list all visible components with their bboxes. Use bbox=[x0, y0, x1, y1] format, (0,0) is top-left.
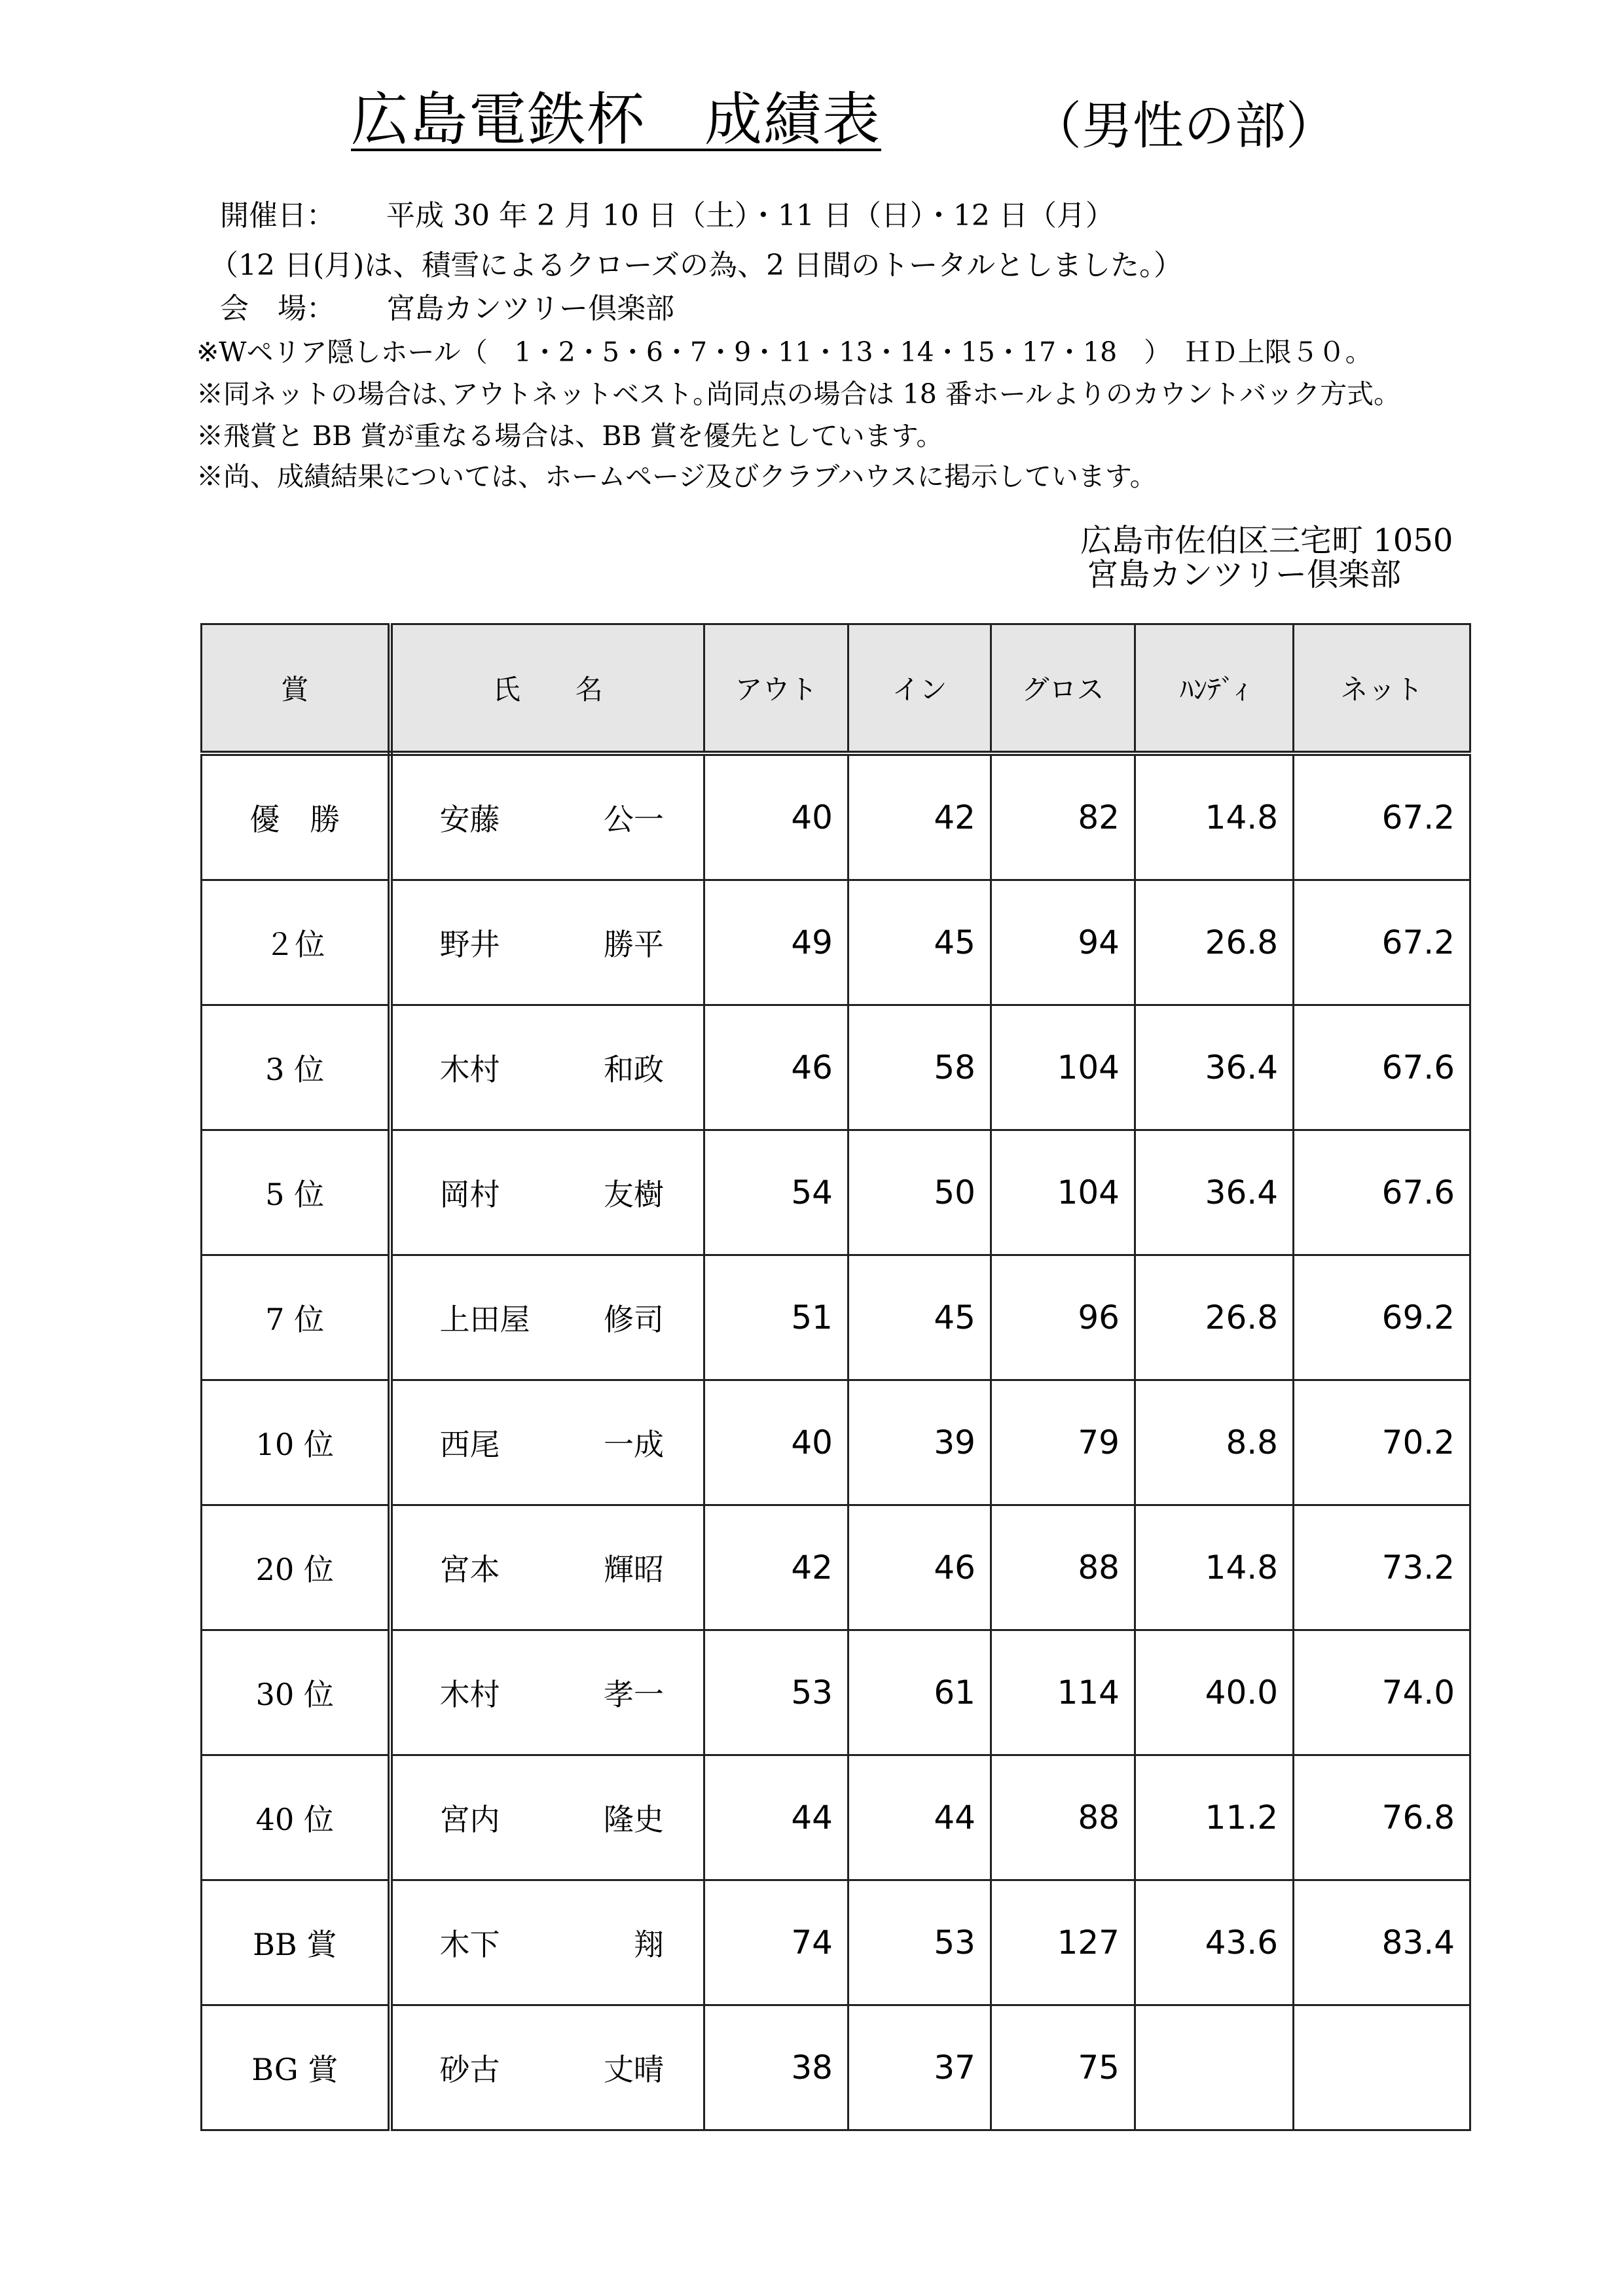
gross-score-cell: 79 bbox=[991, 1380, 1135, 1505]
address-line-1: 広島市佐伯区三宅町 1050 bbox=[1080, 522, 1453, 559]
handicap-cell: 43.6 bbox=[1135, 1880, 1294, 2005]
given-name: 孝一 bbox=[604, 1677, 664, 1712]
gross-score-cell: 96 bbox=[991, 1255, 1135, 1380]
in-score-cell: 53 bbox=[848, 1880, 991, 2005]
surname: 岡村 bbox=[439, 1177, 500, 1212]
name-cell bbox=[390, 2005, 704, 2130]
surname: 西尾 bbox=[439, 1427, 500, 1462]
handicap-cell: 36.4 bbox=[1135, 1130, 1294, 1255]
out-score-cell: 42 bbox=[704, 1505, 848, 1630]
table-row bbox=[202, 1255, 1470, 1380]
page-subtitle: （男性の部） bbox=[1030, 97, 1338, 156]
prize-cell: BB 賞 bbox=[202, 1880, 390, 2005]
prize-cell: BG 賞 bbox=[202, 2005, 390, 2130]
surname: 木村 bbox=[439, 1677, 500, 1712]
name-cell bbox=[390, 1380, 704, 1505]
table-row bbox=[202, 753, 1470, 880]
handicap-cell: 11.2 bbox=[1135, 1755, 1294, 1880]
date-line bbox=[220, 198, 1114, 234]
given-name: 公一 bbox=[604, 802, 664, 837]
given-name: 友樹 bbox=[604, 1177, 664, 1212]
given-name: 丈晴 bbox=[604, 2052, 664, 2087]
prize-cell: 40 位 bbox=[202, 1755, 390, 1880]
date-note: （12 日(月)は、積雪によるクローズの為、2 日間のトータルとしました。） bbox=[210, 249, 1183, 282]
out-score-cell: 51 bbox=[704, 1255, 848, 1380]
prize-cell: 30 位 bbox=[202, 1630, 390, 1755]
table-row bbox=[202, 880, 1470, 1005]
in-score-cell: 46 bbox=[848, 1505, 991, 1630]
net-score-cell: 73.2 bbox=[1294, 1505, 1470, 1630]
table-row bbox=[202, 1005, 1470, 1130]
net-score-cell: 70.2 bbox=[1294, 1380, 1470, 1505]
table-row bbox=[202, 2005, 1470, 2130]
gross-score-cell: 82 bbox=[991, 753, 1135, 880]
in-score-cell: 39 bbox=[848, 1380, 991, 1505]
in-score-cell: 50 bbox=[848, 1130, 991, 1255]
date-label: 開催日： bbox=[220, 199, 335, 232]
header-net: ネット bbox=[1294, 624, 1470, 754]
gross-score-cell: 88 bbox=[991, 1755, 1135, 1880]
table-row bbox=[202, 1380, 1470, 1505]
title-row bbox=[0, 84, 1623, 162]
note-line: ※飛賞と BB 賞が重なる場合は、BB 賞を優先としています。 bbox=[196, 420, 943, 452]
surname: 野井 bbox=[439, 927, 500, 962]
given-name: 一成 bbox=[604, 1427, 664, 1462]
handicap-cell: 26.8 bbox=[1135, 1255, 1294, 1380]
venue-label: 会 場： bbox=[220, 292, 335, 325]
out-score-cell: 40 bbox=[704, 753, 848, 880]
surname: 砂古 bbox=[439, 2052, 500, 2087]
gross-score-cell: 88 bbox=[991, 1505, 1135, 1630]
address-line-2: 宮島カンツリー倶楽部 bbox=[1087, 556, 1402, 593]
surname: 宮本 bbox=[439, 1552, 500, 1587]
name-cell bbox=[390, 1630, 704, 1755]
handicap-cell bbox=[1135, 2005, 1294, 2130]
header-handicap: ﾊﾝﾃﾞｨ bbox=[1135, 624, 1294, 754]
header-prize: 賞 bbox=[202, 624, 390, 754]
prize-cell: 10 位 bbox=[202, 1380, 390, 1505]
prize-cell: 7 位 bbox=[202, 1255, 390, 1380]
results-table bbox=[200, 623, 1471, 2131]
name-cell bbox=[390, 1130, 704, 1255]
in-score-cell: 44 bbox=[848, 1755, 991, 1880]
handicap-cell: 14.8 bbox=[1135, 753, 1294, 880]
page-title: 広島電鉄杯 成績表 bbox=[351, 86, 882, 153]
name-cell bbox=[390, 1255, 704, 1380]
in-score-cell: 42 bbox=[848, 753, 991, 880]
out-score-cell: 46 bbox=[704, 1005, 848, 1130]
given-name: 勝平 bbox=[604, 927, 664, 962]
note-line: ※同ネットの場合は､アウトネットベスト｡尚同点の場合は 18 番ホールよりのカウントバック方式｡ bbox=[196, 378, 1387, 410]
given-name: 翔 bbox=[634, 1927, 664, 1962]
table-row bbox=[202, 1880, 1470, 2005]
in-score-cell: 45 bbox=[848, 1255, 991, 1380]
venue-line bbox=[220, 291, 674, 327]
handicap-cell: 14.8 bbox=[1135, 1505, 1294, 1630]
net-score-cell: 67.2 bbox=[1294, 753, 1470, 880]
prize-cell: 3 位 bbox=[202, 1005, 390, 1130]
in-score-cell: 45 bbox=[848, 880, 991, 1005]
note-line: ※Wペリア隠しホール（ 1・2・5・6・7・9・11・13・14・15・17・18 ） ＨＤ上限５０。 bbox=[196, 336, 1372, 368]
venue-value: 宮島カンツリー倶楽部 bbox=[386, 292, 674, 325]
in-score-cell: 37 bbox=[848, 2005, 991, 2130]
gross-score-cell: 114 bbox=[991, 1630, 1135, 1755]
surname: 木村 bbox=[439, 1052, 500, 1087]
gross-score-cell: 104 bbox=[991, 1130, 1135, 1255]
handicap-cell: 26.8 bbox=[1135, 880, 1294, 1005]
header-out: アウト bbox=[704, 624, 848, 754]
net-score-cell: 67.6 bbox=[1294, 1005, 1470, 1130]
surname: 木下 bbox=[439, 1927, 500, 1962]
net-score-cell: 67.2 bbox=[1294, 880, 1470, 1005]
table-row bbox=[202, 1630, 1470, 1755]
prize-cell: 優 勝 bbox=[202, 753, 390, 880]
note-line: ※尚、成績結果については、ホームページ及びクラブハウスに掲示しています。 bbox=[196, 461, 1157, 492]
out-score-cell: 54 bbox=[704, 1130, 848, 1255]
prize-cell: 5 位 bbox=[202, 1130, 390, 1255]
gross-score-cell: 75 bbox=[991, 2005, 1135, 2130]
in-score-cell: 58 bbox=[848, 1005, 991, 1130]
name-cell bbox=[390, 1880, 704, 2005]
table-row bbox=[202, 1505, 1470, 1630]
out-score-cell: 74 bbox=[704, 1880, 848, 2005]
header-gross: グロス bbox=[991, 624, 1135, 754]
net-score-cell: 67.6 bbox=[1294, 1130, 1470, 1255]
prize-cell: ２位 bbox=[202, 880, 390, 1005]
given-name: 和政 bbox=[604, 1052, 664, 1087]
given-name: 隆史 bbox=[604, 1802, 664, 1837]
handicap-cell: 40.0 bbox=[1135, 1630, 1294, 1755]
net-score-cell: 83.4 bbox=[1294, 1880, 1470, 2005]
out-score-cell: 44 bbox=[704, 1755, 848, 1880]
name-cell bbox=[390, 1005, 704, 1130]
given-name: 輝昭 bbox=[604, 1552, 664, 1587]
header-name: 氏 名 bbox=[390, 624, 704, 754]
net-score-cell bbox=[1294, 2005, 1470, 2130]
net-score-cell: 69.2 bbox=[1294, 1255, 1470, 1380]
table-header-row bbox=[202, 624, 1470, 754]
out-score-cell: 40 bbox=[704, 1380, 848, 1505]
surname: 上田屋 bbox=[439, 1302, 530, 1337]
out-score-cell: 53 bbox=[704, 1630, 848, 1755]
date-value: 平成 30 年 2 月 10 日（土）・11 日（日）・12 日（月） bbox=[386, 199, 1114, 232]
name-cell bbox=[390, 753, 704, 880]
table-row bbox=[202, 1130, 1470, 1255]
handicap-cell: 8.8 bbox=[1135, 1380, 1294, 1505]
in-score-cell: 61 bbox=[848, 1630, 991, 1755]
name-cell bbox=[390, 880, 704, 1005]
surname: 宮内 bbox=[439, 1802, 500, 1837]
net-score-cell: 76.8 bbox=[1294, 1755, 1470, 1880]
name-cell bbox=[390, 1755, 704, 1880]
handicap-cell: 36.4 bbox=[1135, 1005, 1294, 1130]
surname: 安藤 bbox=[439, 802, 500, 837]
gross-score-cell: 94 bbox=[991, 880, 1135, 1005]
gross-score-cell: 127 bbox=[991, 1880, 1135, 2005]
out-score-cell: 49 bbox=[704, 880, 848, 1005]
prize-cell: 20 位 bbox=[202, 1505, 390, 1630]
table-row bbox=[202, 1755, 1470, 1880]
name-cell bbox=[390, 1505, 704, 1630]
gross-score-cell: 104 bbox=[991, 1005, 1135, 1130]
given-name: 修司 bbox=[604, 1302, 664, 1337]
header-in: イン bbox=[848, 624, 991, 754]
out-score-cell: 38 bbox=[704, 2005, 848, 2130]
net-score-cell: 74.0 bbox=[1294, 1630, 1470, 1755]
